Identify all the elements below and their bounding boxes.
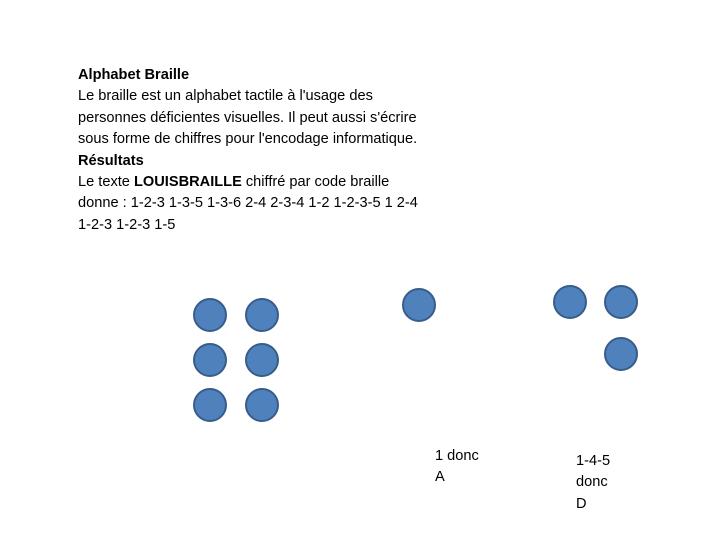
text-block	[78, 65, 433, 236]
caption-d	[576, 451, 610, 515]
braille-dot-d-5	[604, 337, 638, 371]
braille-dot-full-3	[193, 388, 227, 422]
caption-d-line1: 1-4-5	[576, 453, 611, 469]
result-middle: chiffré par code braille donne :	[78, 174, 390, 212]
caption-d-line3: D	[576, 495, 587, 512]
braille-dot-d-4	[604, 285, 638, 319]
result-prefix: Le texte	[78, 174, 134, 191]
braille-dot-full-1	[193, 298, 227, 332]
caption-a-line2: A	[435, 469, 445, 486]
caption-d-line2: donc	[576, 474, 608, 491]
braille-dot-d-1	[553, 285, 587, 319]
caption-a-line1: 1 donc	[435, 448, 479, 464]
result-word: LOUISBRAILLE	[133, 174, 242, 191]
braille-dot-a-1	[402, 288, 436, 322]
caption-a	[435, 446, 479, 489]
result-code: 1-2-3 1-3-5 1-3-6 2-4 2-3-4 1-2 1-2-3-5 1 2-4 1-2-3 1-2-3 1-5	[78, 195, 418, 233]
braille-dot-full-5	[245, 343, 279, 377]
braille-dot-full-2	[193, 343, 227, 377]
braille-dot-full-6	[245, 388, 279, 422]
title: Alphabet Braille	[78, 67, 190, 83]
intro-paragraph: Le braille est un alphabet tactile à l'usage des personnes déficientes visuelles. Il peut aussi s'écrire sous forme de chiffres pour l'encodage informatique.	[78, 88, 418, 148]
results-heading: Résultats	[78, 152, 144, 169]
result-paragraph	[78, 172, 433, 236]
braille-dot-full-4	[245, 298, 279, 332]
